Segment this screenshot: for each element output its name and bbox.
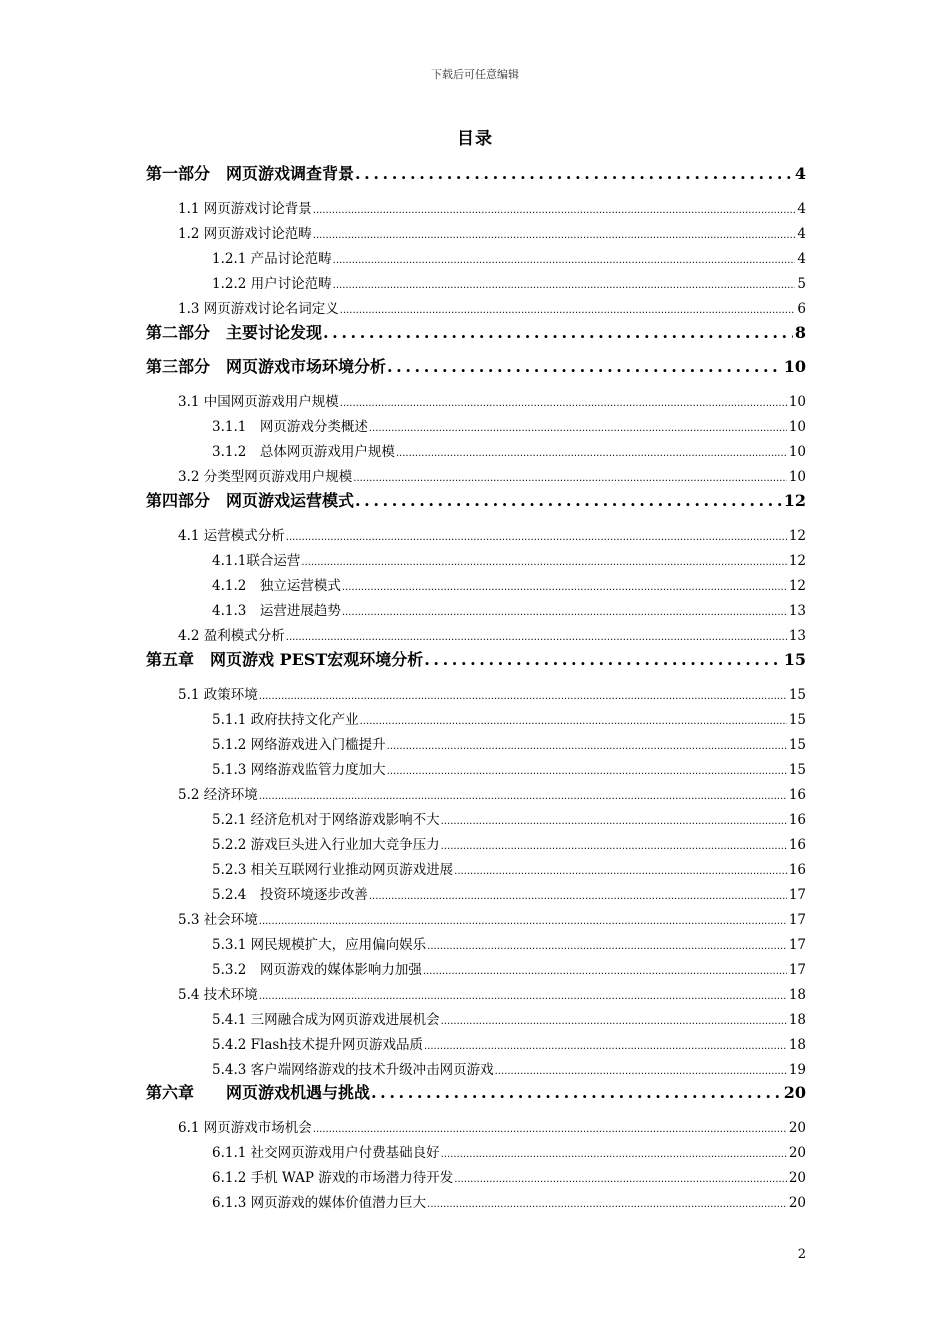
page-header-note: 下载后可任意编辑 xyxy=(431,68,519,81)
toc-entry[interactable] xyxy=(212,958,806,978)
leader-dots xyxy=(313,1124,787,1135)
toc-entry-text: 第一部分 网页游戏调查背景 xyxy=(146,164,355,183)
leader-dots xyxy=(369,891,787,902)
leader-dots xyxy=(396,448,787,459)
toc-entry-text: 4.1.2 独立运营模式 xyxy=(212,578,341,594)
toc-entry-text: 5.4.3 客户端网络游戏的技术升级冲击网页游戏 xyxy=(212,1062,494,1078)
toc-entry-page: 10 xyxy=(788,419,806,435)
leader-dots xyxy=(441,841,787,852)
toc-entry[interactable] xyxy=(178,624,806,644)
toc-entry-page: 6 xyxy=(797,301,806,317)
toc-entry[interactable] xyxy=(178,222,806,242)
toc-entry-page: 10 xyxy=(788,444,806,460)
leader-dots xyxy=(360,716,787,727)
toc-entry[interactable] xyxy=(178,390,806,410)
leader-dots xyxy=(441,816,787,827)
toc-entry-text: 1.1 网页游戏讨论背景 xyxy=(178,201,312,217)
toc-entry-text: 3.1.1 网页游戏分类概述 xyxy=(212,419,368,435)
toc-entry[interactable] xyxy=(178,1116,806,1136)
toc-entry-text: 1.2 网页游戏讨论范畴 xyxy=(178,226,312,242)
toc-entry[interactable] xyxy=(178,524,806,544)
toc-entry-text: 5.3.1 网民规模扩大，应用偏向娱乐 xyxy=(212,937,427,953)
toc-entry[interactable] xyxy=(146,354,806,378)
toc-entry[interactable] xyxy=(178,908,806,928)
toc-entry-text: 5.2.1 经济危机对于网络游戏影响不大 xyxy=(212,812,440,828)
toc-entry[interactable] xyxy=(146,1080,806,1104)
toc-entry-page: 12 xyxy=(788,528,806,544)
toc-entry-page: 20 xyxy=(788,1120,806,1136)
toc-entry[interactable] xyxy=(146,320,806,344)
toc-entry-page: 4 xyxy=(797,251,806,267)
toc-entry-text: 6.1.3 网页游戏的媒体价值潜力巨大 xyxy=(212,1195,427,1211)
toc-entry-text: 5.1.1 政府扶持文化产业 xyxy=(212,712,359,728)
toc-entry-page: 12 xyxy=(788,578,806,594)
leader-dots xyxy=(387,766,787,777)
toc-entry-text: 1.3 网页游戏讨论名词定义 xyxy=(178,301,339,317)
toc-entry-text: 6.1.1 社交网页游戏用户付费基础良好 xyxy=(212,1145,440,1161)
toc-entry[interactable] xyxy=(178,297,806,317)
toc-entry-page: 15 xyxy=(788,712,806,728)
leader-dots xyxy=(387,741,787,752)
toc-entry-text: 5.1 政策环境 xyxy=(178,687,258,703)
toc-entry-text: 6.1.2 手机 WAP 游戏的市场潜力待开发 xyxy=(212,1170,454,1186)
leader-dots xyxy=(371,1083,782,1102)
toc-entry-page: 8 xyxy=(794,323,806,342)
leader-dots xyxy=(427,1199,787,1210)
leader-dots xyxy=(441,1016,787,1027)
leader-dots xyxy=(427,941,787,952)
toc-entry-text: 第二部分 主要讨论发现 xyxy=(146,323,323,342)
toc-entry-text: 4.1.3 运营进展趋势 xyxy=(212,603,341,619)
toc-entry-text: 5.4.1 三网融合成为网页游戏进展机会 xyxy=(212,1012,440,1028)
toc-entry[interactable] xyxy=(178,197,806,217)
toc-entry-page: 18 xyxy=(788,1037,806,1053)
toc-entry-page: 15 xyxy=(788,737,806,753)
toc-entry[interactable] xyxy=(178,465,806,485)
toc-entry-page: 12 xyxy=(783,491,806,510)
leader-dots xyxy=(259,991,787,1002)
toc-entry-page: 4 xyxy=(797,201,806,217)
leader-dots xyxy=(495,1066,787,1077)
toc-entry-page: 17 xyxy=(788,962,806,978)
toc-entry-page: 13 xyxy=(788,603,806,619)
toc-entry-text: 第五章 网页游戏 PEST宏观环境分析 xyxy=(146,650,424,669)
toc-entry[interactable] xyxy=(146,488,806,512)
leader-dots xyxy=(333,280,796,291)
toc-entry[interactable] xyxy=(146,647,806,671)
toc-entry-text: 5.1.2 网络游戏进入门槛提升 xyxy=(212,737,386,753)
leader-dots xyxy=(340,305,796,316)
toc-entry-text: 5.2.3 相关互联网行业推动网页游戏进展 xyxy=(212,862,454,878)
toc-entry-text: 第三部分 网页游戏市场环境分析 xyxy=(146,357,387,376)
toc-entry-page: 13 xyxy=(788,628,806,644)
toc-title: 目录 xyxy=(457,129,493,149)
leader-dots xyxy=(286,632,787,643)
toc-entry-page: 15 xyxy=(788,762,806,778)
toc-entry-text: 4.2 盈利模式分析 xyxy=(178,628,285,644)
toc-entry[interactable] xyxy=(212,549,806,569)
toc-entry-text: 5.4 技术环境 xyxy=(178,987,258,1003)
leader-dots xyxy=(313,230,796,241)
toc-entry[interactable] xyxy=(212,933,806,953)
toc-entry[interactable] xyxy=(212,272,806,292)
toc-entry-page: 20 xyxy=(783,1083,806,1102)
toc-entry[interactable] xyxy=(178,783,806,803)
toc-entry[interactable] xyxy=(146,161,806,185)
toc-entry[interactable] xyxy=(212,415,806,435)
toc-entry-page: 12 xyxy=(788,553,806,569)
toc-entry-page: 15 xyxy=(783,650,806,669)
toc-entry-page: 4 xyxy=(797,226,806,242)
toc-entry-page: 16 xyxy=(788,787,806,803)
leader-dots xyxy=(259,691,787,702)
toc-entry[interactable] xyxy=(212,574,806,594)
toc-entry-page: 15 xyxy=(788,687,806,703)
leader-dots xyxy=(423,966,787,977)
toc-entry[interactable] xyxy=(212,1033,806,1053)
toc-entry-page: 10 xyxy=(783,357,806,376)
toc-entry-page: 20 xyxy=(788,1195,806,1211)
toc-entry[interactable] xyxy=(212,758,806,778)
toc-entry-page: 16 xyxy=(788,837,806,853)
toc-entry[interactable] xyxy=(212,808,806,828)
toc-entry[interactable] xyxy=(212,440,806,460)
leader-dots xyxy=(259,791,787,802)
leader-dots xyxy=(286,532,787,543)
toc-entry[interactable] xyxy=(212,708,806,728)
leader-dots xyxy=(441,1149,787,1160)
leader-dots xyxy=(355,491,782,510)
toc-entry[interactable] xyxy=(178,983,806,1003)
toc-entry-text: 5.4.2 Flash技术提升网页游戏品质 xyxy=(212,1037,423,1053)
toc-entry-page: 17 xyxy=(788,937,806,953)
toc-entry-page: 5 xyxy=(797,276,806,292)
toc-entry-text: 4.1 运营模式分析 xyxy=(178,528,285,544)
toc-entry-page: 20 xyxy=(788,1145,806,1161)
toc-entry-page: 18 xyxy=(788,987,806,1003)
toc-entry-page: 16 xyxy=(788,862,806,878)
toc-entry[interactable] xyxy=(212,858,806,878)
toc-entry[interactable] xyxy=(212,247,806,267)
leader-dots xyxy=(424,1041,787,1052)
toc-entry-text: 1.2.2 用户讨论范畴 xyxy=(212,276,332,292)
toc-entry-text: 3.1 中国网页游戏用户规模 xyxy=(178,394,339,410)
toc-entry[interactable] xyxy=(212,1141,806,1161)
leader-dots xyxy=(259,916,787,927)
toc-entry-text: 5.2 经济环境 xyxy=(178,787,258,803)
leader-dots xyxy=(342,607,787,618)
toc-entry-text: 5.3.2 网页游戏的媒体影响力加强 xyxy=(212,962,422,978)
leader-dots xyxy=(454,1174,787,1185)
leader-dots xyxy=(342,582,787,593)
toc-entry-text: 第四部分 网页游戏运营模式 xyxy=(146,491,355,510)
toc-entry[interactable] xyxy=(212,833,806,853)
toc-entry[interactable] xyxy=(212,1166,806,1186)
leader-dots xyxy=(369,423,787,434)
toc-entry-text: 6.1 网页游戏市场机会 xyxy=(178,1120,312,1136)
toc-entry-page: 16 xyxy=(788,812,806,828)
leader-dots xyxy=(323,323,793,342)
leader-dots xyxy=(333,255,796,266)
toc-entry-page: 4 xyxy=(794,164,806,183)
toc-entry[interactable] xyxy=(178,683,806,703)
leader-dots xyxy=(301,557,786,568)
toc-entry-page: 10 xyxy=(788,469,806,485)
leader-dots xyxy=(424,650,781,669)
toc-entry-text: 第六章 网页游戏机遇与挑战 xyxy=(146,1083,371,1102)
toc-entry-page: 10 xyxy=(788,394,806,410)
toc-entry-text: 3.2 分类型网页游戏用户规模 xyxy=(178,469,353,485)
toc-entry-text: 5.3 社会环境 xyxy=(178,912,258,928)
toc-entry[interactable] xyxy=(212,1191,806,1211)
toc-entry-page: 18 xyxy=(788,1012,806,1028)
leader-dots xyxy=(340,398,787,409)
toc-entry[interactable] xyxy=(212,883,806,903)
leader-dots xyxy=(387,357,782,376)
toc-entry-page: 19 xyxy=(788,1062,806,1078)
toc-entry[interactable] xyxy=(212,1008,806,1028)
toc-entry-text: 5.2.4 投资环境逐步改善 xyxy=(212,887,368,903)
toc-entry[interactable] xyxy=(212,1058,806,1078)
toc-entry-text: 3.1.2 总体网页游戏用户规模 xyxy=(212,444,395,460)
leader-dots xyxy=(454,866,787,877)
toc-entry-page: 17 xyxy=(788,887,806,903)
toc-entry-text: 5.1.3 网络游戏监管力度加大 xyxy=(212,762,386,778)
toc-entry[interactable] xyxy=(212,599,806,619)
toc-entry-text: 5.2.2 游戏巨头进入行业加大竞争压力 xyxy=(212,837,440,853)
leader-dots xyxy=(313,205,796,216)
toc-entry[interactable] xyxy=(212,733,806,753)
leader-dots xyxy=(353,473,787,484)
toc-entry-page: 17 xyxy=(788,912,806,928)
leader-dots xyxy=(355,164,793,183)
toc-entry-text: 1.2.1 产品讨论范畴 xyxy=(212,251,332,267)
toc-entry-page: 20 xyxy=(788,1170,806,1186)
page-number: 2 xyxy=(797,1247,806,1262)
toc-entry-text: 4.1.1联合运营 xyxy=(212,553,301,569)
